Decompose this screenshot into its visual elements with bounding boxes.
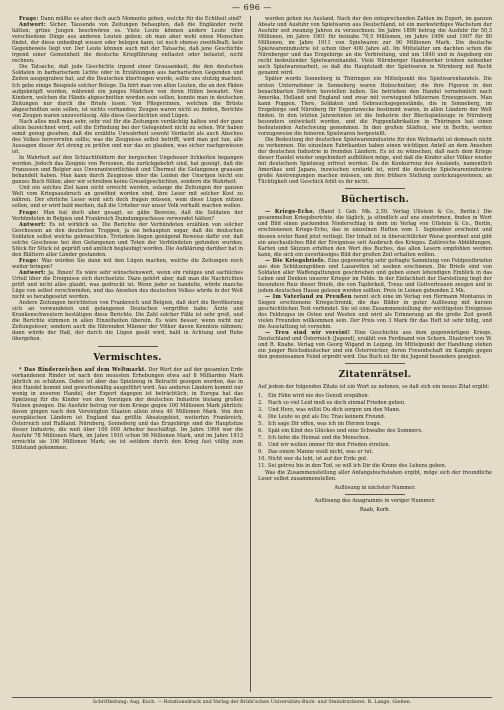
misc-paragraph-text: Der Wert der auf der gesamten Erde vorhandenen Rinder ist nach den neuesten Erhebungen etwa auf 8 Milliarden Mark jährlich zu schätzen. Dabei ist aber das Spielzeug in Betracht gezogen worden, das in den Handel kommt und gewerbsmäßig ausgeführt wird. Aus anderen Ländern kommt nur wenig in unseren Handel, der Export dagegen ist beträchtlich; in Europa hat das Spielzeug für die Kinder von den Vorzügen der deutschen Industrie bislang großen Nutzen gezogen. Die Ausfuhr betrug vor dem Kriege gegen 100 Millionen Mark jährlich; davon gingen nach den Vereinigten Staaten allein etwa 40 Millionen Mark. Von den europäischen Ländern ist England das größte Absatzgebiet, weiterhin Frankreich, Österreich und Rußland. Nürnberg, Sonneberg und das Erzgebirge sind die Hauptsitze dieser Industrie, die weit über 100 000 Arbeiter beschäftigt. Im Jahre 1906 war die Ausfuhr 78 Millionen Mark, im Jahre 1910 schon 96 Millionen Mark, und im Jahre 1913 erreichte sie 106 Millionen Mark; sie ist seitdem durch den Krieg fast völlig zum Stillstand gekommen. xyxy=(12,366,243,452)
quote-text: Ich sage Dir offen, was ich im Herzen trage. xyxy=(268,420,382,427)
quote-number: 8. xyxy=(258,441,263,448)
page-number: — 696 — xyxy=(232,3,272,12)
article-paragraph xyxy=(12,258,243,270)
article-paragraph xyxy=(12,22,243,64)
quote-item xyxy=(258,449,492,456)
article-paragraph xyxy=(12,222,243,258)
misc-paragraph-lead: * Das Rinderzeichen auf dem Weltmarkt. xyxy=(19,366,147,373)
section-divider xyxy=(345,363,405,364)
article-paragraph-text: worden gehen ins Ausland. Nach der den entsprechenden Zahlen im Export, im ganzen Absatz und Ausfuhr von Spielwaren aus Deutschland, ist ein merkwürdiges Wachstum der Ausfuhr seit zwanzig Jahren zu verzeichnen. Im Jahre 1896 betrug die Ausfuhr für 50,3 Millionen, im Jahre 1901 für beinahe 70,5 Millionen, im Jahre 1906 und 1907 für 80 Millionen, im Jahre 1911 von Spielwaren zur 90 Millionen Mark. Die deutsche Spielwarenindustrie ist schon über 400 Jahre alt. Im Mittelalter um dachten schon die Nürnberger und das Erzgebirge an die Verbreitung, und um 1840 und in Augsburg ein recht bedeutender Spielwarenhandel. Viele Nürnberger Handwerker trieben nebenher auch Spielwarenarbeit, so daß die Hauptstadt der Spielwaren in Nürnberg mit Recht genannt wird. xyxy=(258,16,492,77)
book-review-lead: — Im Vaterland zu Preußen xyxy=(265,293,352,300)
article-paragraph-text: Nach alles muß man sehr, sehr viel für die Zeitungen verdächtig halten und der ganz allein bezeichnet wird, soll die Erfindung bei der Gelegenheit nicht zu sehen. Wir haben somit genug gesehen, daß die erzählte Unwahrheit sowohl Verdacht als auch Abscheu des Volkes hervorrufen sollte; was die Zeugnisse selbst betrifft, wird man gut tun, alle Aussagen dieser Art streng zu prüfen und nur das zu glauben, was sicher nachgewiesen ist. xyxy=(12,118,243,156)
article-paragraph-lead: Frage: xyxy=(19,257,39,264)
book-review xyxy=(258,209,492,257)
article-paragraph xyxy=(258,137,492,185)
book-review xyxy=(258,294,492,330)
quote-list xyxy=(258,393,492,470)
quote-item xyxy=(258,463,492,470)
book-review-lead: — Kriegs-Echo. xyxy=(265,209,315,216)
article-paragraph-lead: Frage: xyxy=(19,16,39,22)
quote-text: Die Leute so gut als Du: Trau keinem Freund. xyxy=(268,413,386,420)
quote-text: Spät ein Kind des Glückes und eine Schwalbe des Sommers. xyxy=(268,427,423,434)
quote-text: Das einem Manne weiß nicht, was er tut. xyxy=(268,448,374,455)
quote-text: Und Herz, was willst Du dich sorgen um den Mann. xyxy=(268,406,401,413)
quote-text: Nach so viel Leid muß es doch einmal Frieden geben. xyxy=(268,399,406,406)
qa-article xyxy=(12,16,243,343)
article-paragraph-text: Was würden Sie dann mit den Lügen machen, welche die Zeitungen noch weiter bringen? xyxy=(12,257,243,270)
article-paragraph-text: In Wahrheit auf den Schlachtfeldern der bergischen Ungeheuer lichkeiten begangen worden. Jedoch das Zeugnis von Personen, die zurückgekehrt sind, hat gezeigt, daß die Franzosen und Belgier aus Unverantwortlichkeit und Übermut die Gefangenen grausam behandelt haben. Man kann durch Zeugnisse über die Leiden der Unsrigen leicht ein ganzes Buch füllen; aber wir schreiben keine Greuelgeschichten, sondern die Wahrheit. xyxy=(12,155,243,186)
article-paragraph xyxy=(12,119,243,155)
article-paragraph-lead: Antwort: xyxy=(19,269,46,276)
quote-item xyxy=(258,400,492,407)
quote-number: 11. xyxy=(258,462,267,469)
article-paragraph-lead: Frage: xyxy=(19,209,39,216)
quote-number: 1. xyxy=(258,392,263,399)
quote-item xyxy=(258,428,492,435)
quote-number: 7. xyxy=(258,434,263,441)
book-review-lead: — Treu sind wir vereint! xyxy=(265,330,351,337)
article-paragraph-text: Ja, Ihnen! Es wäre sehr wünschenswert, wenn ein ruhiges und sachliches Urteil über die Ereignisse sich durchsetzte. Dazu gehört aber, daß man die Nachrichten prüft und nicht alles glaubt, was gedruckt ist. Wenn jeder so handelte, würde manche Lüge von selbst verschwinden, und das Ansehen des deutschen Volkes würde in der Welt nicht so herabgesetzt werden. xyxy=(12,269,243,301)
book-reviews xyxy=(258,209,492,360)
book-review-text: Eine gegenwärtig sehr gefragte Sammlung von Feldpostbriefen aus den Schützengräben und Lazaretten ist soeben erschienen. Die Briefe sind von Soldaten aller Waffengattungen geschrieben und geben einen lebendigen Einblick in das Leben und Denken unserer Krieger im Felde. In der Einfachheit der Darstellung liegt der besondere Reiz dieser Briefe, die von Tapferkeit, Treue und Gottvertrauen zeugen und in jedem deutschen Hause gelesen werden sollten. Preis in Leinen gebunden 2 Mk. xyxy=(258,257,492,294)
article-paragraph xyxy=(258,16,492,76)
misc-paragraph xyxy=(12,367,243,452)
article-paragraph xyxy=(12,270,243,300)
quote-item xyxy=(258,421,492,428)
quote-number: 5. xyxy=(258,420,263,427)
right-column xyxy=(258,16,492,692)
section-divider xyxy=(345,188,405,189)
article-paragraph xyxy=(258,76,492,136)
book-review xyxy=(258,330,492,360)
solution-next: Auflösung in nächster Nummer. xyxy=(334,484,416,491)
quote-number: 9. xyxy=(258,448,263,455)
quote-text: Sei getreu bis in den Tod, so will ich Dir die Krone des Lebens geben. xyxy=(268,462,447,469)
section-divider xyxy=(345,494,405,495)
article-paragraph xyxy=(12,210,243,222)
article-paragraph-lead: Antwort: xyxy=(19,22,46,29)
article-paragraph-text: Und ein solches Ziel kann nicht erreicht werden, solange die Zeitungen der ganzen Welt vom Kriegsausbruch an gewöhnt worden sind, ihre Leser mit solcher Kost zu nähren. Der ehrliche Leser wird sich doch fragen müssen, wem diese Lügen nützen sollen, und er wird bald merken, daß die Urheber nur unser Volk verhaßt machen wollen. xyxy=(12,185,243,210)
article-paragraph-text: Es ist wirklich so. Die Berichte der Verbündeten erzählen von solcher Geschossen an den deutschen Truppen, ja sie behaupten sogar, daß die deutschen Soldaten selbst welche gebrauchten. Trotzdem liegen genügend Beweise dafür vor, daß solche Geschosse bei den Gefangenen und Toten der Verbündeten gefunden wurden; Stück für Stück ist geprüft und amtlich beglaubigt worden. Die Aufklärung darüber hat in den Blättern aller Länder gestanden. xyxy=(12,221,243,258)
solution-answer: Raab, Korb. xyxy=(359,506,391,513)
quote-text: Ein Fähn wird nie des Genuß erspähen. xyxy=(268,392,370,399)
article-paragraph-lead: Antwort: xyxy=(19,221,46,228)
quote-number: 10. xyxy=(258,455,267,462)
quote-item xyxy=(258,435,492,442)
article-paragraph-text: Andere Zeitungen berichteten von Frankreich und Belgien, daß dort die Bevölkerung sich an verwundeten und gefangenen Deutschen vergriffen habe; Ärzte und Krankenschwestern bestätigen diese Berichte. Die Zahl solcher Fälle ist sehr groß, und die Berichte stimmen in allen Einzelheiten überein. Es wäre besser, wenn nicht nur Zeitungsleser, sondern auch die führenden Männer der Völker davon Kenntnis nähmen; dann würde der Haß, der durch die Lügen gesät wird, bald in Achtung und Ruhe übergehen. xyxy=(12,300,243,343)
article-paragraph-text: Die Tatsache, daß jede Geschichte irgend einer Grausamkeit, die den deutschen Soldaten in barbarischem Lichte oder in Erzählungen aus barbarischen Gegenden und Zeiten ausgegraben hat, auf die Deutschen übertragen wurde, sollte uns stutzig machen. Ich gebe einige Beispiele solcher Belege. Da hört man von allen Leuten, die an den Fäden aufgeknüpft wurden, während ein junges Mädchen von ihren Hilfen bewahrt. Von Kindern, welchen die Hände abgeschnitten worden sein sollen, konnte man in deutschen Zeitungen nur durch die Briefe lesen. Von Pflegerinnen, welchen die Brüste abgeschnitten sein sollen, ist nichts vorhanden; Zeugen waren nicht zu finden, Berichte von Zeugen waren unzuverlässig. Alle diese Geschichten sind Lügen. xyxy=(12,64,243,119)
misc-heading: Vermischtes. xyxy=(93,352,162,363)
toy-industry-article xyxy=(258,16,492,185)
quiz-heading: Zitatenrätsel. xyxy=(338,370,412,381)
misc-news xyxy=(12,367,243,452)
quote-item xyxy=(258,442,492,449)
article-paragraph-text: Die Bedeutung der deutschen Spielwarenindustrie für den Weltmarkt ist demnach nicht zu verkennen. Die einzelnen Fabrikanten haben einen wichtigen Anteil an dem Ansehen der deutschen Industrie in fremden Ländern. Es ist zu wünschen, daß nach dem Kriege dieser Handel wieder ungehindert aufblühen möge, und daß die Kinder aller Völker wieder mit deutschem Spielzeug erfreut werden. Da die Konkurrenz des Auslands, namentlich Amerikas und Japans, inzwischen erstarkt ist, wird die deutsche Spielwarenindustrie große Anstrengungen machen müssen, um ihre frühere Stellung zurückzugewinnen; an Tüchtigkeit und Geschick fehlt es ihr nicht. xyxy=(258,136,492,186)
quote-item xyxy=(258,393,492,400)
quiz-intro: Auf jedem der folgenden Zitate ist ein Wort zu nehmen, so daß sich ein neues Zitat ergibt: xyxy=(258,384,490,391)
article-paragraph-text: Später wurde Sonneberg in Thüringen ein Mittelpunkt des Spielwarenhandels. Die ersten Unternehmer in Sonneberg waren Holzschnitzer, die ihre Figuren in den benachbarten Dörfern herstellen ließen. Sie betrieben den Handel vornehmlich nach Amerika, Holland und England und zwar mit vorwiegend hölzernen Erzeugnissen. Man kann Puppen, Tiere, Soldaten und Gebrauchsgegenstände, die in Sonneberg, im Erzgebirge und Nürnberg für Exportzwecke bestimmt waren, in allen Ländern der Welt finden. In den letzten Jahrzehnten ist die Industrie der Blechspielzeuge in Nürnberg besonders entwickelt worden, und die Puppenfabrikation in Thüringen hat einen bedeutenden Aufschwung genommen. In den großen Städten, wie in Berlin, werden vorzugsweise die feineren Spielwaren hergestellt. xyxy=(258,76,492,137)
quote-number: 6. xyxy=(258,427,263,434)
quote-text: Nicht wer da lebt, ist auf der Erde gut. xyxy=(268,455,368,462)
article-paragraph-text: Man hat doch aber gesagt, es gäbe Beweise, daß die Soldaten der Verbündeten in Belgien und Frankreich Dumdumgeschosse verwendet hätten? xyxy=(12,209,243,222)
article-paragraph xyxy=(12,155,243,185)
article-paragraph xyxy=(12,185,243,209)
quote-text: Ich liebe die Heimat und die Menschen. xyxy=(268,434,371,441)
section-divider xyxy=(98,346,158,347)
quote-number: 4. xyxy=(258,413,263,420)
left-column xyxy=(12,16,243,692)
quote-text: Und wir wollen immer für den Frieden streiten. xyxy=(268,441,391,448)
quote-number: 2. xyxy=(258,399,263,406)
book-review-text: Eine Geschichte aus dem gegenwärtigen Kriege, Deutschland und Österreich (Jugend), erzählt von Ferdinand von Schorn. Illustriert von W. und R. Knabe. Verlag von Georg Wigand in Leipzig. Im Mittelpunkt der Handlung stehen ein junger Reichsdeutscher und ein Österreicher, deren Freundschaft im Kampfe gegen den gemeinsamen Feind erprobt wird. Das Buch ist für die Jugend besonders geeignet. xyxy=(258,330,492,361)
imprint: Schriftleitung: Aug. Koch. — Rotationsdruck und Verlag der Brühl'schen Universitäts-Buch- und Steindruckerei. R. Lange, Gießen. xyxy=(12,697,492,706)
quiz-outro: Was die Zusammenstellung aller Anfangsbuchstaben ergibt, möge sich der freundliche Leser selbst zusammenstellen. xyxy=(258,469,492,482)
book-review-lead: — Die Kriegsbriefe. xyxy=(265,257,327,264)
quote-number: 3. xyxy=(258,406,263,413)
solution-previous: Auflösung des Anagramms in voriger Nummer: xyxy=(314,497,436,504)
quote-item xyxy=(258,407,492,414)
quote-item xyxy=(258,456,492,463)
article-paragraph-text: Sicher. Tausende von Zeitungen behaupten, daß die Engländer recht hätten; grüne Jungen beschwören es. Viele Leute können andere Leute über verschiedene Dinge aus anderen Leuten geben; ob man aber wohl einen Menschen findet, der diese unbedingt wissen oder belegen kann, ist noch ebenso zweifelhaft; kein Gegenbeweis liegt vor. Der Leute können auch mit der Tatsache, daß jene Geschichte irgend einer Gemeinheit die deutsche Kriegführung entlastet oder belastet, nicht rechnen. xyxy=(12,22,243,65)
article-paragraph-text: Dann müßte es aber doch auch Momente geben, welche für die Echtheit sind? xyxy=(40,16,242,22)
column-divider xyxy=(250,16,251,692)
quote-item xyxy=(258,414,492,421)
article-paragraph xyxy=(12,64,243,118)
book-review xyxy=(258,258,492,294)
book-review-text: nennt sich eine im Verlag von Hermann Montanus in Siegen erschienene Kriegschronik, die das Bilder in guter Auflösung mit kurzen geschichtlichen Text verbindet. Sie ist eine Zusammenstellung der wichtigsten Ereignisse des Feldzuges im Osten und Westen und wird als Erinnerung an die große Zeit gewiß vielen Freunden willkommen sein. Der Preis von 3 Mark für das Heft ist sehr billig, und die Ausstattung ist vornehm. xyxy=(258,293,492,331)
article-paragraph xyxy=(12,300,243,342)
book-review-text: (Band I. Geb. Mk. 2,50. Verlag Ullstein & Co., Berlin.) Die gesammelten Kriegsberichte, die täglich, ja stündlich auf uns einströmen, finden in Wort und Bild einen packenden Niederschlag in dem im Verlag von Ullstein & Co., Berlin, erschienenen Kriegs-Echo, das in einzelnen Heften vom 1. September erscheint und dessen erster Band jetzt vorliegt. Der Inhalt ist in übersichtlicher Weise geordnet und gibt ein anschauliches Bild der Ereignisse seit Ausbruch des Krieges. Zahlreiche Abbildungen, Karten und Skizzen erhöhen den Wert des Buches, das allen Lesern empfohlen werden kann, die sich ein zuverlässiges Bild der großen Zeit erhalten wollen. xyxy=(258,209,492,258)
books-heading: Büchertisch. xyxy=(340,195,410,206)
